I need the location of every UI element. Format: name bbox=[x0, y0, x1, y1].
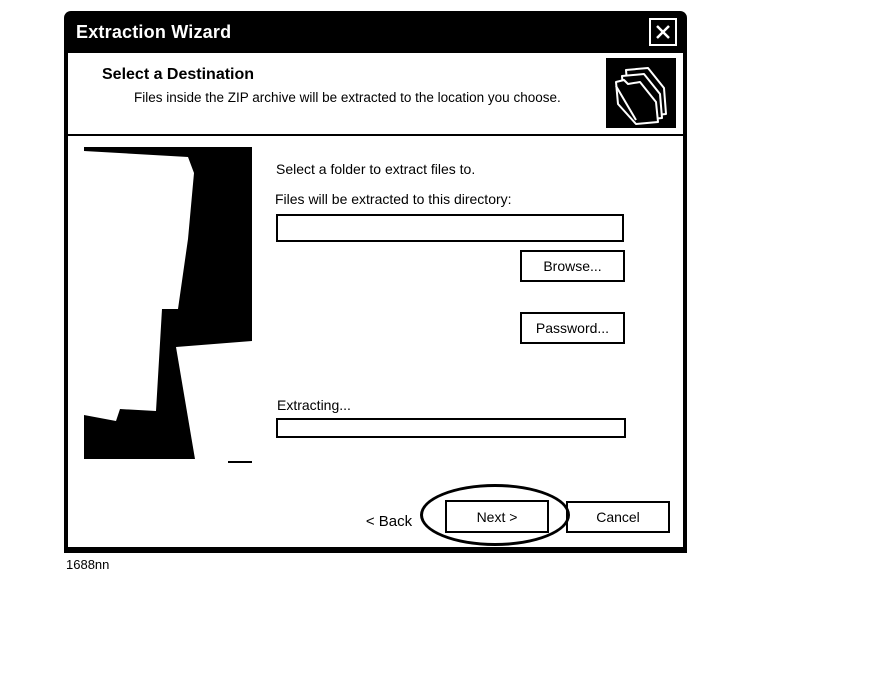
figure-caption: 1688nn bbox=[66, 557, 110, 572]
back-button[interactable]: < Back bbox=[365, 512, 413, 530]
extraction-wizard-window bbox=[64, 11, 687, 553]
cancel-button[interactable]: Cancel bbox=[566, 501, 670, 533]
page-description: Files inside the ZIP archive will be extracted to the location you choose. bbox=[134, 90, 561, 105]
instruction-text: Select a folder to extract files to. bbox=[276, 161, 476, 177]
directory-input[interactable] bbox=[276, 214, 624, 242]
next-button[interactable]: Next > bbox=[445, 500, 549, 533]
progress-label: Extracting... bbox=[277, 397, 351, 413]
browse-button[interactable]: Browse... bbox=[520, 250, 625, 282]
extract-progress-bar bbox=[276, 418, 626, 438]
window-title: Extraction Wizard bbox=[76, 22, 232, 42]
close-icon bbox=[655, 24, 671, 40]
password-button[interactable]: Password... bbox=[520, 312, 625, 344]
header-divider bbox=[68, 134, 683, 136]
wizard-side-art bbox=[84, 147, 252, 465]
directory-label: Files will be extracted to this directory: bbox=[275, 191, 512, 207]
page-title: Select a Destination bbox=[102, 66, 255, 83]
close-button[interactable] bbox=[649, 18, 677, 46]
next-button-highlight-ring bbox=[420, 484, 570, 546]
folders-icon bbox=[606, 58, 676, 128]
wizard-client-area bbox=[68, 53, 683, 547]
